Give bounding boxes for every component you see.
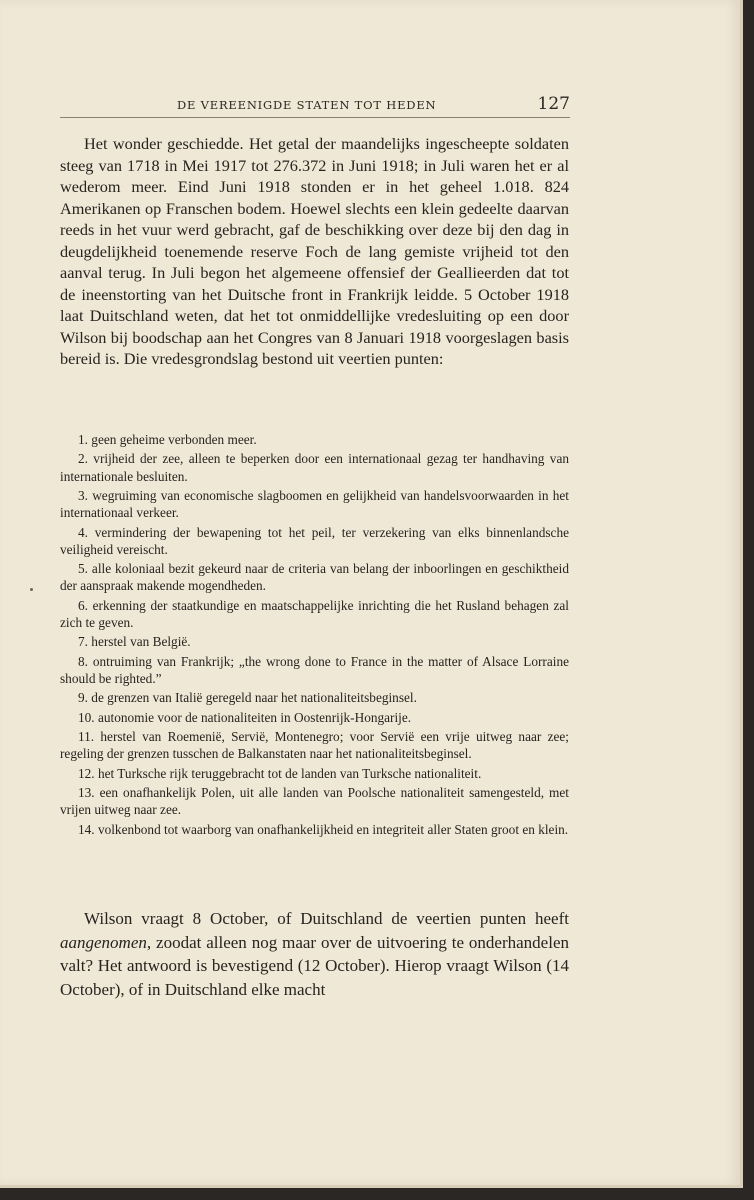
list-item: 14. volkenbond tot waarborg van onafhankelijkheid en integriteit aller Staten groot en klein. (78, 821, 569, 837)
paragraph2-text-start: Wilson vraagt 8 October, of Duitschland de veertien punten heeft (84, 909, 569, 928)
list-item: 1. geen geheime verbonden meer. (78, 432, 257, 447)
list-item: 7. herstel van België. (78, 634, 191, 650)
emphasized-word: aangenomen (60, 932, 147, 952)
fourteen-points-list (60, 431, 569, 840)
body-paragraph-2 (60, 907, 569, 1001)
list-item: 6. erkenning der staatkundige en maatschappelijke inrichting die het Rusland behagen zal zich te geven. (60, 597, 569, 630)
list-item: 3. wegruiming van economische slagboomen en gelijkheid van handelsvoorwaarden in het internationaal verkeer. (60, 487, 569, 521)
list-item: 4. vermindering der bewapening tot het peil, ter verzekering van elks binnenlandsche veiligheid vereischt. (60, 524, 569, 557)
running-title: DE VEREENIGDE STATEN TOT HEDEN (177, 98, 437, 112)
list-item: 11. herstel van Roemenië, Servië, Montenegro; voor Servië een vrije uitweg naar zee; regeling der grenzen tusschen de Balkanstaten naar het nationaliteitsbeginsel. (60, 729, 569, 762)
list-item: 9. de grenzen van Italië geregeld naar het nationaliteitsbeginsel. (78, 690, 417, 706)
margin-speck (30, 588, 33, 591)
list-item: 5. alle koloniaal bezit gekeurd naar de criteria van belang der inboorlingen en geschiktheid der aanspraak makende mogendheden. (60, 561, 569, 594)
page-number: 127 (537, 94, 570, 114)
running-header (60, 95, 570, 118)
list-item: 8. ontruiming van Frankrijk; „the wrong done to France in the matter of Alsace Lorraine should be righted.” (60, 653, 569, 686)
list-item: 10. autonomie voor de nationaliteiten in Oostenrijk-Hongarije. (78, 709, 412, 725)
paragraph2-text-end: , zoodat alleen nog maar over de uitvoering te onderhandelen valt? Het antwoord is bevestigend (12 October). Hierop vraagt Wilson (14 October), of in Duitschland elke macht (60, 932, 569, 999)
list-item: 12. het Turksche rijk teruggebracht tot de landen van Turksche nationaliteit. (78, 765, 482, 781)
list-item: 13. een onafhankelijk Polen, uit alle landen van Poolsche nationaliteit samengesteld, met vrijen uitweg naar zee. (60, 785, 569, 818)
body-paragraph-1: Het wonder geschiedde. Het getal der maandelijks ingescheepte soldaten steeg van 1718 in Mei 1917 tot 276.372 in Juni 1918; in Juli waren het er al wederom meer. Eind Juni 1918 stonden er in het geheel 1.018. 824 Amerikanen op Franschen bodem. Hoewel slechts een klein gedeelte daarvan reeds in het vuur werd gebracht, gaf de beschikking over deze bij den dag in deugdelijkheid toenemende reserve Foch de lang gemiste vrijheid tot den aanval terug. In Juli begon het algemeene offensief der Geallieerden dat tot de ineenstorting van het Duitsche front in Frankrijk leidde. 5 October 1918 laat Duitschland weten, dat het tot onmiddellijke vredesluiting op een door Wilson bij boodschap aan het Congres van 8 Januari 1918 voorgeslagen basis bereid is. Die vredesgrondslag bestond uit veertien punten: (60, 134, 569, 368)
list-item: 2. vrijheid der zee, alleen te beperken door een internationaal gezag ter handhaving van internationale besluiten. (60, 451, 569, 484)
